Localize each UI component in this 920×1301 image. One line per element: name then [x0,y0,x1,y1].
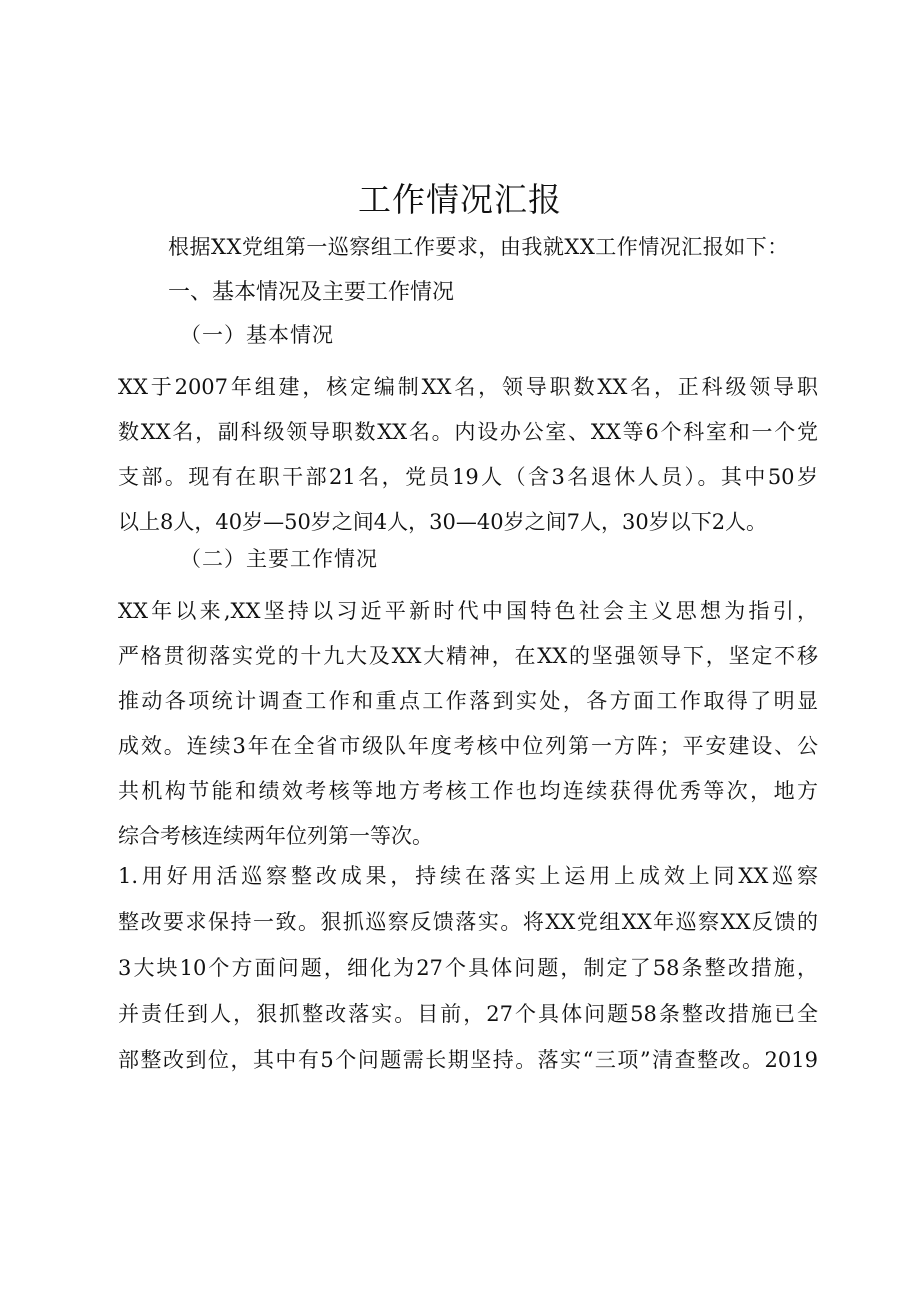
paragraph-line: 并责任到人，狠抓整改落实。目前，27个具体问题58条整改措施已全 [118,1002,818,1026]
document-title: 工作情况汇报 [358,180,562,219]
intro-line: 根据XX党组第一巡察组工作要求，由我就XX工作情况汇报如下： [168,235,789,259]
paragraph-line: XX于2007年组建，核定编制XX名，领导职数XX名，正科级领导职 [118,375,818,399]
paragraph-basic-situation [118,365,818,545]
paragraph-line: 严格贯彻落实党的十九大及XX大精神，在XX的坚强领导下，坚定不移 [118,644,818,668]
paragraph-line: 成效。连续3年在全省市级队年度考核中位列第一方阵；平安建设、公 [118,734,818,758]
paragraph-inspection-rectification [118,853,818,1083]
paragraph-line: 1.用好用活巡察整改成果，持续在落实上运用上成效上同XX巡察 [118,864,818,888]
paragraph-line: 以上8人，40岁—50岁之间4人，30—40岁之间7人，30岁以下2人。 [118,510,768,534]
section-heading-1: 一、基本情况及主要工作情况 [168,280,455,305]
paragraph-line: 推动各项统计调查工作和重点工作落到实处，各方面工作取得了明显 [118,689,818,713]
paragraph-main-work [118,589,818,859]
paragraph-line: 部整改到位，其中有5个问题需长期坚持。落实“三项”清查整改。2019 [118,1048,818,1072]
paragraph-line: 共机构节能和绩效考核等地方考核工作也均连续获得优秀等次，地方 [118,779,818,803]
paragraph-line: 数XX名，副科级领导职数XX名。内设办公室、XX等6个科室和一个党 [118,420,818,444]
paragraph-line: 综合考核连续两年位列第一等次。 [118,824,433,848]
paragraph-line: 3大块10个方面问题，细化为27个具体问题，制定了58条整改措施， [118,956,818,980]
subsection-heading-basic: （一）基本情况 [180,323,334,347]
paragraph-line: 支部。现有在职干部21名，党员19人（含3名退休人员）。其中50岁 [118,465,818,489]
paragraph-line: XX年以来,XX坚持以习近平新时代中国特色社会主义思想为指引， [118,599,818,623]
paragraph-line: 整改要求保持一致。狠抓巡察反馈落实。将XX党组XX年巡察XX反馈的 [118,910,818,934]
subsection-heading-main-work: （二）主要工作情况 [180,547,378,571]
